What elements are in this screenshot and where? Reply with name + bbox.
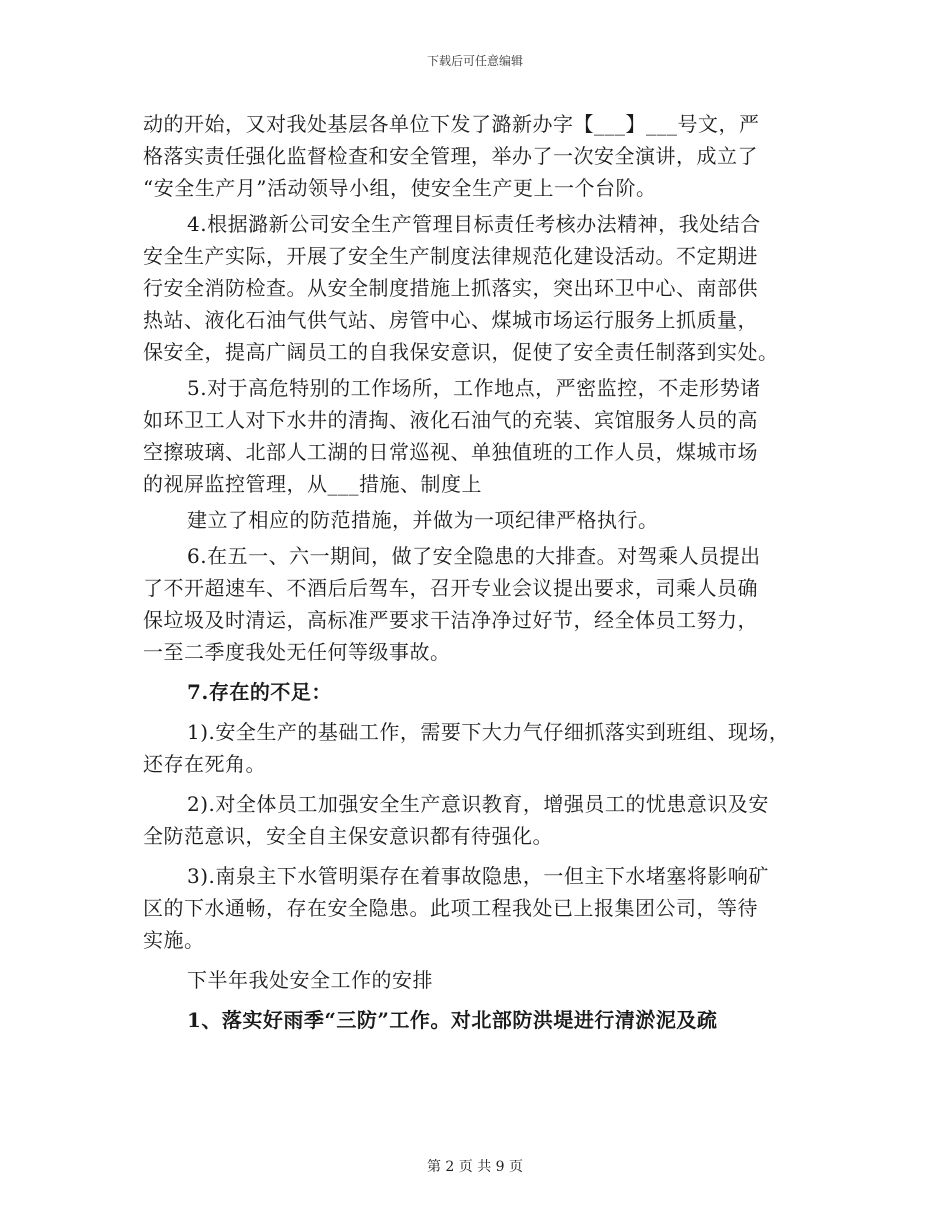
text-line: 一至二季度我处无任何等级事故。	[143, 640, 451, 664]
text-line: 空擦玻璃、北部人工湖的日常巡视、单独值班的工作人员，煤城市场	[143, 440, 758, 464]
text-line: “安全生产月”活动领导小组，使安全生产更上一个台阶。	[143, 176, 657, 200]
text-line: 5.对于高危特别的工作场所，工作地点，严密监控，不走形势诸	[187, 376, 761, 400]
text-line: 2).对全体员工加强安全生产意识教育，增强员工的忧患意识及安	[187, 792, 769, 816]
text-line: 区的下水通畅，存在安全隐患。此项工程我处已上报集团公司，等待	[143, 896, 758, 920]
text-line: 7.存在的不足：	[187, 680, 332, 704]
text-line: 6.在五一、六一期间，做了安全隐患的大排查。对驾乘人员提出	[187, 544, 761, 568]
text-line: 建立了相应的防范措施，并做为一项纪律严格执行。	[187, 508, 659, 532]
text-line: 实施。	[143, 928, 205, 952]
text-line: 安全生产实际，开展了安全生产制度法律规范化建设活动。不定期进	[143, 244, 758, 268]
text-line: 全防范意识，安全自主保安意识都有待强化。	[143, 824, 553, 848]
text-line: 4.根据潞新公司安全生产管理目标责任考核办法精神，我处结合	[187, 212, 761, 236]
text-line: 了不开超速车、不酒后后驾车，召开专业会议提出要求，司乘人员确	[143, 576, 758, 600]
document-body	[143, 108, 808, 1036]
text-line: 行安全消防检查。从安全制度措施上抓落实，突出环卫中心、南部供	[143, 276, 758, 300]
text-line: 还存在死角。	[143, 752, 266, 776]
text-line: 如环卫工人对下水井的清掏、液化石油气的充装、宾馆服务人员的高	[143, 408, 758, 432]
text-line: 保安全，提高广阔员工的自我保安意识，促使了安全责任制落到实处。	[143, 340, 779, 364]
text-line: 热站、液化石油气供气站、房管中心、煤城市场运行服务上抓质量，	[143, 308, 758, 332]
text-line: 格落实责任强化监督检查和安全管理，举办了一次安全演讲，成立了	[143, 144, 758, 168]
text-line: 1、落实好雨季“三防”工作。对北部防洪堤进行清淤泥及疏	[187, 1008, 718, 1032]
text-line: 保垃圾及时清运，高标准严要求干洁净净过好节，经全体员工努力，	[143, 608, 758, 632]
text-line: 的视屏监控管理，从___措施、制度上	[143, 472, 482, 496]
page-footer: 第 2 页 共 9 页	[426, 1159, 524, 1175]
page-header: 下载后可任意编辑	[426, 54, 523, 68]
text-line: 动的开始，又对我处基层各单位下发了潞新办字【___】___号文，严	[143, 112, 760, 136]
text-line: 3).南泉主下水管明渠存在着事故隐患，一但主下水堵塞将影响矿	[187, 864, 769, 888]
text-line: 1).安全生产的基础工作，需要下大力气仔细抓落实到班组、现场，	[187, 720, 790, 744]
text-line: 下半年我处安全工作的安排	[187, 968, 433, 992]
